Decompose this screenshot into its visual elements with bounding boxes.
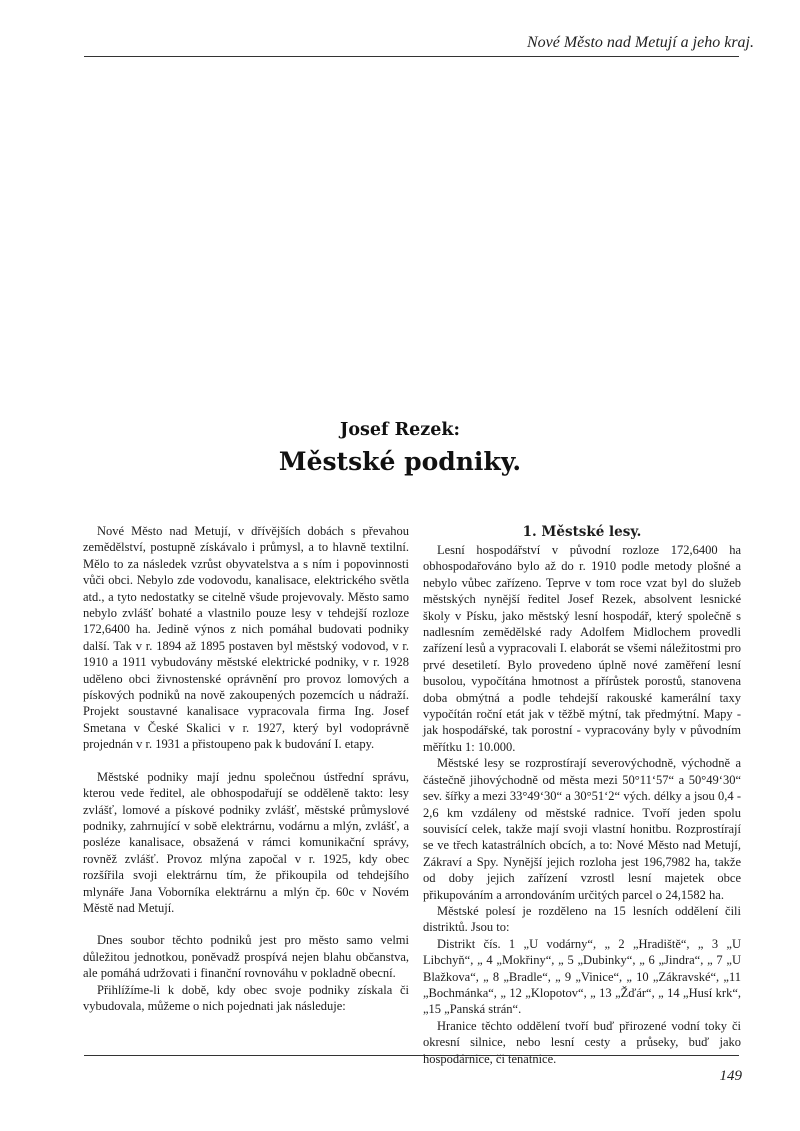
page-number: 149	[719, 1068, 742, 1084]
paragraph: Městské polesí je rozděleno na 15 lesních oddělení čili distriktů. Jsou to:	[423, 903, 741, 935]
paragraph: Distrikt čís. 1 „U vodárny“, „ 2 „Hradiště“, „ 3 „U Libchyň“, „ 4 „Mokřiny“, „ 5 „Dubinky“, „ 6 „Jindra“, „ 7 „U Blažkova“, „ 8 „Bradle“, „ 9 „Vinice“, „ 10 „Zákravské“, „11 „Bochmánka“, „ 12 „Klopotov“, „ 13 „Žďár“, „ 14 „Husí krk“, „15 „Panská strán“.	[423, 936, 741, 1017]
footer-rule	[84, 1055, 739, 1056]
article-author: Josef Rezek:	[340, 420, 460, 440]
paragraph: Nové Město nad Metují, v dřívějších dobách s převahou zemědělství, postupně získávalo i průmysl, a to hlavně textilní. Mělo to za následek vzrůst obyvatelstva a s ním i popovinnosti vůči obci. Nebylo zde vodovodu, kanalisace, elektrického světla atd., a tyto nedostatky se citelně všude projevovaly. Město samo nebylo zvlášť bohaté a vlastnilo pouze lesy v tehdejší rozloze 172,6400 ha. Jedině výnos z nich pomáhal budovati podniky další. Tak v r. 1894 až 1895 postaven byl městský vodovod, v r. 1910 a 1911 vybudovány městské elektrické podniky, v r. 1928 uděleno obci živnostenské oprávnění pro provoz lomových a pískových podniků na nově zakoupených pozemcích u nádraží. Projekt soustavné kanalisace vypracovala firma Ing. Josef Smetana v České Skalici v r. 1927, který byl vodoprávně projednán v r. 1931 a přistoupeno pak k budování I. etapy.	[83, 524, 409, 752]
left-column	[83, 523, 409, 1014]
paragraph: Městské lesy se rozprostírají severovýchodně, východně a částečně jihovýchodně od města mezi 50°11‘57“ a 50°49‘30“ sev. šířky a mezi 33°49‘30“ a 30°51‘2“ vých. délky a jsou 0,4 - 2,6 km vzdáleny od městské radnice. Tvoří jeden spolu souvisící celek, takže mají svoji vlastní honitbu. Rozprostírají se ve třech katastrálních obcích, a to: Nové Město nad Metují, Zákraví a Spy. Nynější jejich rozloha jest 196,7982 ha, takže od doby jejich zařízení vzrostl lesní majetek obce přikupováním a arrondováním určitých parcel o 24,1582 ha.	[423, 756, 741, 902]
right-column	[423, 523, 741, 1067]
paragraph: Městské podniky mají jednu společnou ústřední správu, kterou vede ředitel, ale obhospodařují se odděleně takto: lesy zvlášť, lomové a pískové podniky zvlášť, městské průmyslové podniky, zahrnující v sobě elektrárnu, vodárnu a mlýn, zvlášť, a posléze kanalisace, obsažená v rámci komunikační správy, rovněž zvlášť. Provoz mlýna započal v r. 1925, kdy obec rozšířila svoji elektrárnu tím, že přikoupila od tehdejšího mlynáře Jana Voborníka elektrárnu a mlýn čp. 60c v Novém Městě nad Metují.	[83, 769, 409, 915]
paragraph: Lesní hospodářství v původní rozloze 172,6400 ha obhospodařováno bylo až do r. 1910 podle metody plošné a nebylo vůbec zařízeno. Teprve v tom roce vzat byl do služeb městských nynější ředitel Josef Rezek, absolvent lesnické školy v Písku, jako městský lesní hospodář, který společně s nadlesním zemědělské rady Adolfem Midlochem provedli zařízení lesů a vypracovali I. elaborát se všemi náležitostmi pro prvé desetiletí. Bylo provedeno úplně nové zaměření lesní busolou, vypočítána hmotnost a přírůstek porostů, stanovena doba obmýtná a podle tehdejší rakouské kamerální taxy vypočítán roční etát jak v těžbě mýtní, tak předmýtní. Mapy - jak hospodářské, tak porostní - vypracovány byly v původním měřítku 1: 10.000.	[423, 543, 741, 754]
header-rule	[84, 56, 739, 57]
paragraph: Hranice těchto oddělení tvoří buď přirozené vodní toky či okresní silnice, nebo lesní cesty a průseky, buď jako hospodárnice, či tenatnice.	[423, 1018, 741, 1066]
running-header-title: Nové Město nad Metují a jeho kraj.	[526, 34, 754, 51]
paragraph: Přihlížíme-li k době, kdy obec svoje podniky získala či vybudovala, můžeme o nich pojednati jak následuje:	[83, 982, 409, 1013]
paragraph: Dnes soubor těchto podniků jest pro město samo velmi důležitou jednotkou, poněvadž prospívá nejen blahu občanstva, ale pomáhá udržovati i finanční rovnováhu v pokladně obecní.	[83, 933, 409, 981]
section-heading: 1. Městské lesy.	[522, 524, 642, 540]
article-title: Městské podniky.	[278, 447, 522, 476]
